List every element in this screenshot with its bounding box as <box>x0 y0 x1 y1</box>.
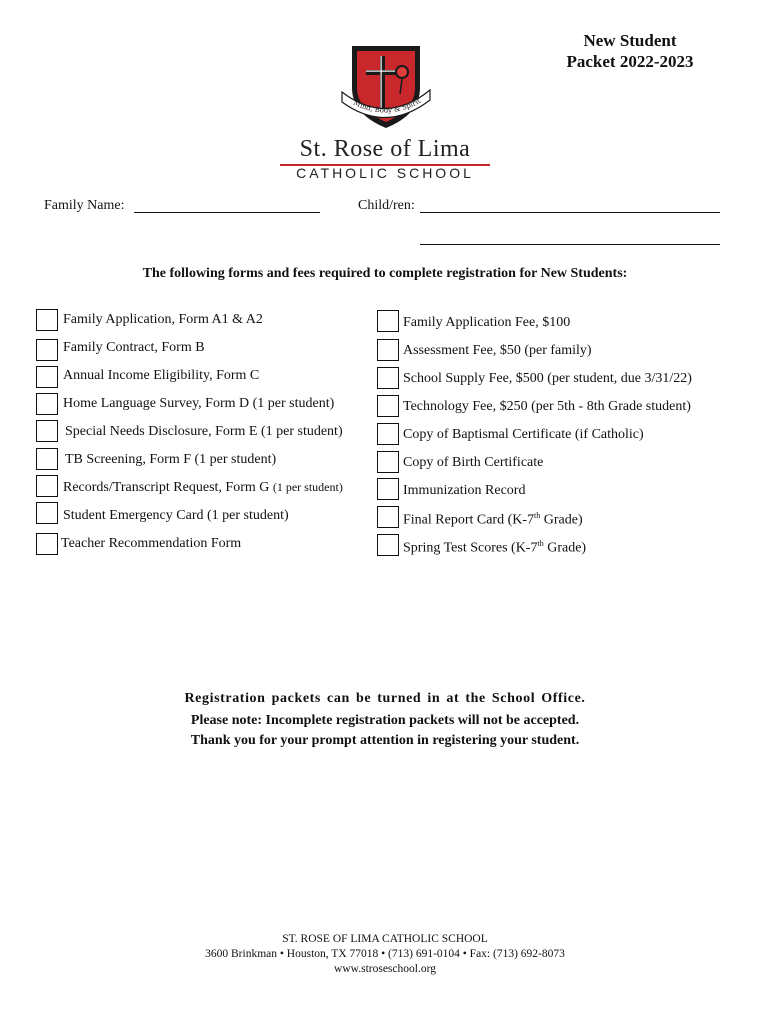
checkbox-baptismal-certificate[interactable] <box>377 423 399 445</box>
notice-line-2: Please note: Incomplete registration packets will not be accepted. <box>190 713 580 728</box>
checkbox-records-request[interactable] <box>36 475 58 497</box>
packet-title-line2: Packet 2022-2023 <box>566 52 694 71</box>
item-spring-test-scores-after: Grade) <box>543 540 587 556</box>
footer-website[interactable]: www.stroseschool.org <box>334 963 436 975</box>
packet-title-line1: New Student <box>583 31 677 50</box>
form-item-income-eligibility: Annual Income Eligibility, Form C <box>63 368 260 383</box>
checkbox-assessment-fee[interactable] <box>377 339 399 361</box>
fee-item-technology-fee: Technology Fee, $250 (per 5th - 8th Grade student) <box>403 399 691 414</box>
packet-title <box>520 30 740 72</box>
footer-address: 3600 Brinkman • Houston, TX 77018 • (713) 691-0104 • Fax: (713) 692-8073 <box>205 948 565 960</box>
checkbox-technology-fee[interactable] <box>377 395 399 417</box>
checkbox-final-report-card[interactable] <box>377 506 399 528</box>
instructions-heading: The following forms and fees required to complete registration for New Students: <box>142 266 628 281</box>
form-item-special-needs: Special Needs Disclosure, Form E (1 per student) <box>65 424 343 439</box>
item-baptismal-certificate: Copy of Baptismal Certificate (if Catholic) <box>403 427 644 442</box>
checkbox-birth-certificate[interactable] <box>377 451 399 473</box>
svg-text:Mind, Body & Spirit: Mind, Body & Spirit <box>352 97 423 115</box>
form-item-records-request-text: Records/Transcript Request, Form G <box>63 480 270 495</box>
form-item-emergency-card: Student Emergency Card (1 per student) <box>63 508 289 523</box>
footer-school-name: ST. ROSE OF LIMA CATHOLIC SCHOOL <box>282 933 488 945</box>
item-final-report-card-text: Final Report Card (K-7 <box>403 512 535 528</box>
checkbox-teacher-recommendation[interactable] <box>36 533 58 555</box>
school-crest-logo <box>336 42 436 132</box>
form-item-tb-screening: TB Screening, Form F (1 per student) <box>65 452 277 467</box>
family-name-field[interactable] <box>134 212 320 213</box>
notice-line-3: Thank you for your prompt attention in registering your student. <box>190 733 580 748</box>
checkbox-family-application[interactable] <box>36 309 58 331</box>
item-spring-test-scores-text: Spring Test Scores (K-7 <box>403 540 538 556</box>
checkbox-spring-test-scores[interactable] <box>377 534 399 556</box>
form-item-home-language: Home Language Survey, Form D (1 per student) <box>63 396 335 411</box>
item-spring-test-scores-sup: th <box>537 539 544 548</box>
fee-item-application-fee: Family Application Fee, $100 <box>403 315 571 330</box>
checkbox-family-contract[interactable] <box>36 339 58 361</box>
checkbox-special-needs[interactable] <box>36 420 58 442</box>
checkbox-home-language[interactable] <box>36 393 58 415</box>
notice-line-1: Registration packets can be turned in at the School Office. <box>184 691 586 706</box>
checkbox-emergency-card[interactable] <box>36 502 58 524</box>
children-field-1[interactable] <box>420 212 720 213</box>
item-birth-certificate: Copy of Birth Certificate <box>403 455 544 470</box>
school-subtitle: CATHOLIC SCHOOL <box>296 165 474 181</box>
fee-item-assessment-fee: Assessment Fee, $50 (per family) <box>403 343 592 358</box>
form-item-family-application: Family Application, Form A1 & A2 <box>63 312 263 327</box>
form-item-family-contract: Family Contract, Form B <box>63 340 205 355</box>
checkbox-tb-screening[interactable] <box>36 448 58 470</box>
school-name: St. Rose of Lima <box>299 136 471 162</box>
item-final-report-card-after: Grade) <box>540 512 583 528</box>
checkbox-supply-fee[interactable] <box>377 367 399 389</box>
checkbox-application-fee[interactable] <box>377 310 399 332</box>
item-final-report-card <box>403 511 583 529</box>
form-item-records-request <box>63 480 343 496</box>
checkbox-immunization-record[interactable] <box>377 478 399 500</box>
form-item-teacher-recommendation: Teacher Recommendation Form <box>61 536 242 551</box>
children-label: Child/ren: <box>358 198 415 213</box>
children-field-2[interactable] <box>420 244 720 245</box>
form-item-records-request-note: (1 per student) <box>272 480 343 494</box>
family-name-label: Family Name: <box>44 198 125 213</box>
fee-item-supply-fee: School Supply Fee, $500 (per student, due 3/31/22) <box>403 371 692 386</box>
item-spring-test-scores <box>403 539 586 557</box>
checkbox-income-eligibility[interactable] <box>36 366 58 388</box>
item-immunization-record: Immunization Record <box>403 483 526 498</box>
item-final-report-card-sup: th <box>534 511 541 520</box>
